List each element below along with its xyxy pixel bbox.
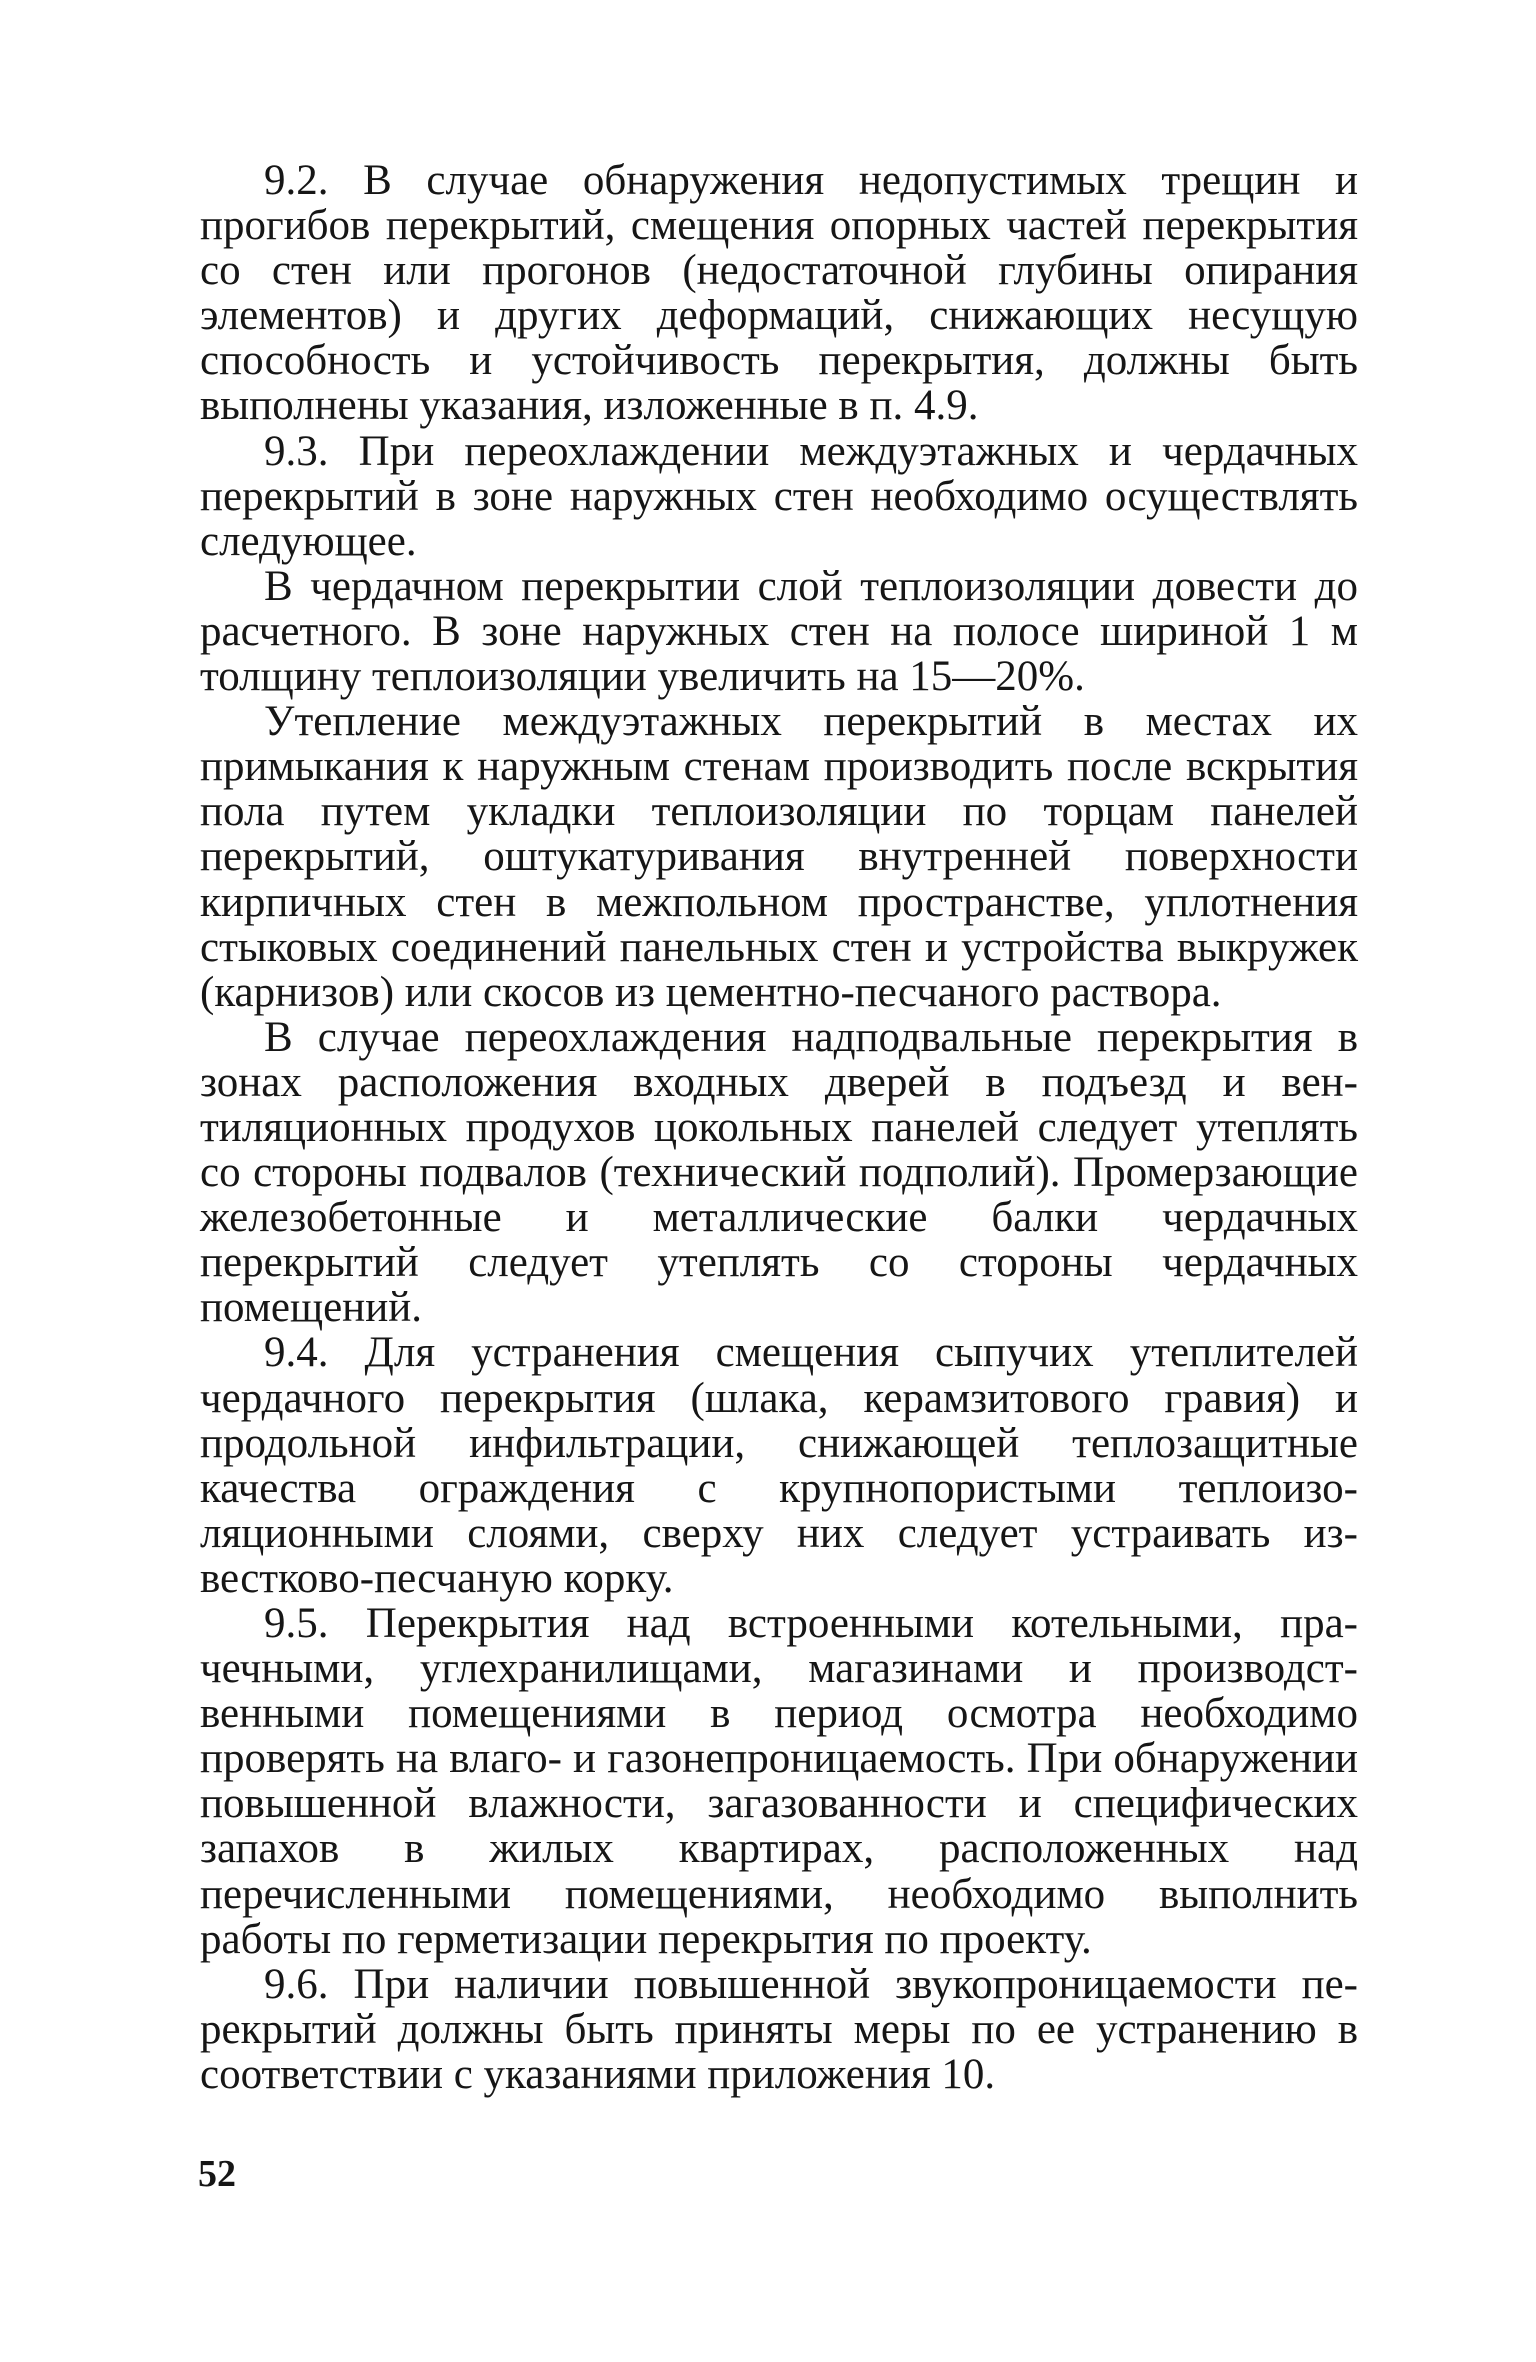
paragraph-interfloor-insulation: Утепление междуэтажных перекрытий в местах их примыкания к наружным стенам производить после вскрытия пола путем укладки теплоизоляции по торцам панелей перекрытий, оштукатуривания внутренней поверхности кирпичных стен в межпольном пространстве, уплотнения стыковых соединений панельных стен и устройства выкружек (карнизов) или скосов из цементно-песчаного раствора. — [200, 698, 1358, 1016]
page-number: 52 — [198, 2153, 236, 2195]
paragraph-9-3: 9.3. При переохлаждении междуэтажных и чердачных перекрытий в зоне наружных стен необходимо осуществлять следующее. — [200, 427, 1358, 565]
body-text — [200, 158, 1358, 2097]
paragraph-basement-ceilings: В случае переохлаждения надподвальные перекрытия в зонах расположения входных дверей в подъезд и вентиляционных продухов цокольных панелей следует утеплять со стороны подвалов (технический подполий). Промерзающие железобетонные и металлические балки чердачных перекрытий следует утеплять со стороны чердачных помещений. — [200, 1013, 1358, 1332]
paragraph-9-4: 9.4. Для устранения смещения сыпучих утеплителей чердачного перекрытия (шлака, керамзитового гравия) и продольной инфильтрации, снижающей теплозащитные качества ограждения с крупнопористыми теплоизоляционными слоями, сверху них следует устраивать известково-песчаную корку. — [200, 1329, 1358, 1602]
paragraph-9-5: 9.5. Перекрытия над встроенными котельными, прачечными, углехранилищами, магазинами и производственными помещениями в период осмотра необходимо проверять на влаго- и газонепроницаемость. При обнаружении повышенной влажности, загазованности и специфических запахов в жилых квартирах, расположенных над перечисленными помещениями, необходимо выполнить работы по герметизации перекрытия по проекту. — [200, 1600, 1358, 1963]
paragraph-9-6: 9.6. При наличии повышенной звукопроницаемости перекрытий должны быть приняты меры по ее устранению в соответствии с указаниями приложения 10. — [200, 1960, 1358, 2098]
paragraph-9-2: 9.2. В случае обнаружения недопустимых трещин и прогибов перекрытий, смещения опорных частей перекрытия со стен или прогонов (недостаточной глубины опирания элементов) и других деформаций, снижающих несущую способность и устойчивость перекрытия, должны быть выполнены указания, изложенные в п. 4.9. — [200, 157, 1358, 430]
paragraph-attic-insulation: В чердачном перекрытии слой теплоизоляции довести до расчетного. В зоне наружных стен на полосе шириной 1 м толщину теплоизоляции увеличить на 15—20%. — [200, 562, 1358, 701]
